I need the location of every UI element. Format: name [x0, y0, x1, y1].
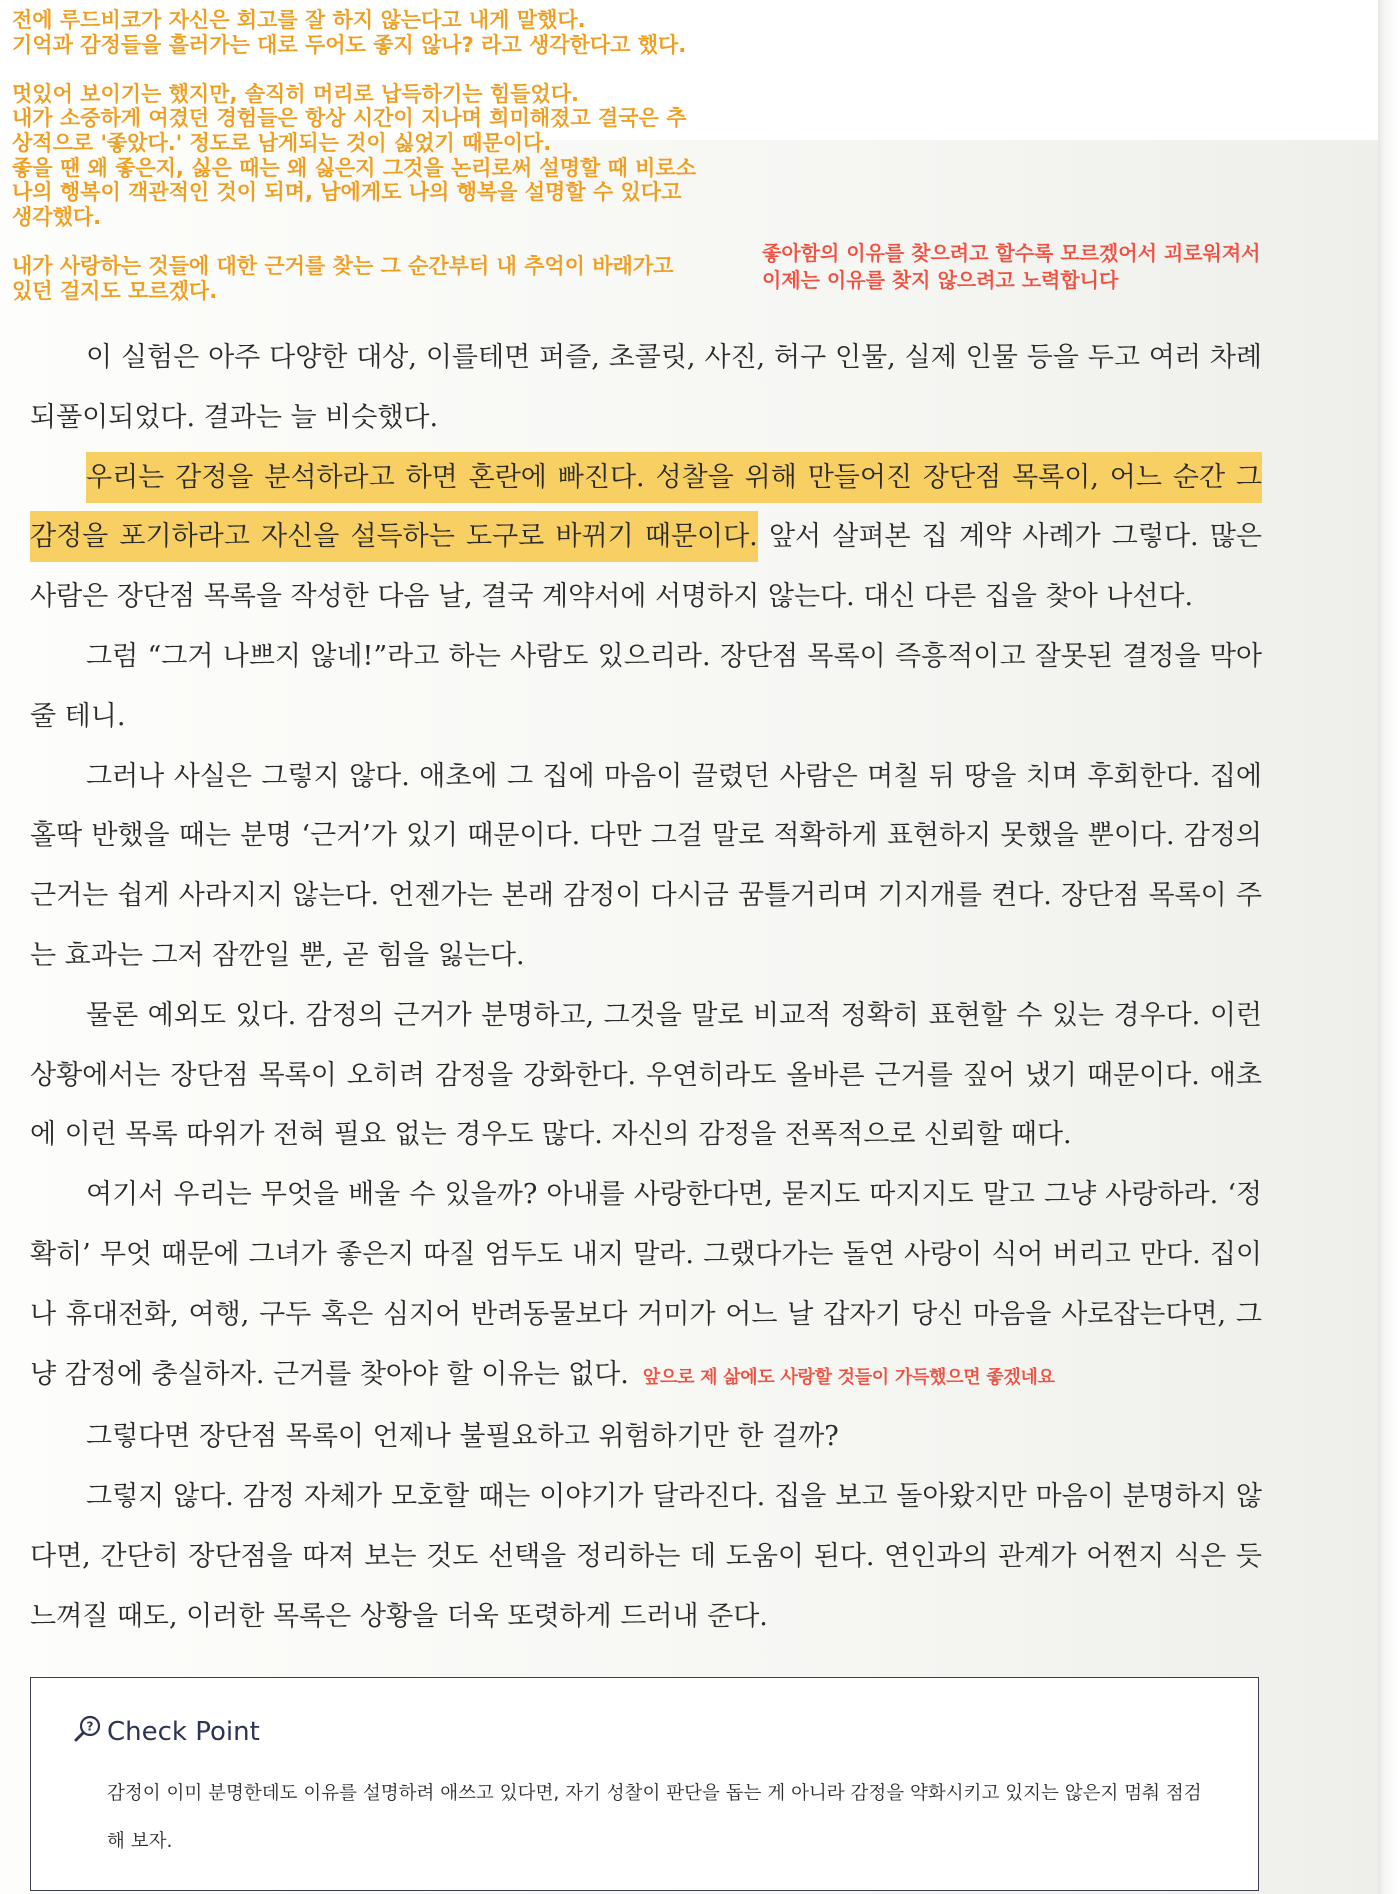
paragraph-text: 여기서 우리는 무엇을 배울 수 있을까? 아내를 사랑한다면, 묻지도 따지지도 말고 그냥 사랑하라. ‘정확히’ 무엇 때문에 그녀가 좋은지 따질 엄두도 내지 말라. 그랬다가는 돌연 사랑이 식어 버리고 만다. 집이나 휴대전화, 여행, 구두 혹은 심지어 반려동물보다 거미가 어느 날 갑자기 당신 마음을 사로잡는다면, 그냥 감정에 충실하자. 근거를 찾아야 할 이유는 없다. [30, 1179, 1262, 1390]
annotation-line: 기억과 감정들을 흘러가는 대로 두어도 좋지 않나? 라고 생각한다고 했다. [12, 32, 687, 57]
check-point-title-text: Check Point [107, 1717, 260, 1747]
annotation-line: 내가 사랑하는 것들에 대한 근거를 찾는 그 순간부터 내 추억이 바래가고 [12, 253, 674, 278]
paragraph: 그렇다면 장단점 목록이 언제나 불필요하고 위험하기만 한 걸까? [86, 1421, 839, 1453]
inline-annotation: 앞으로 제 삶에도 사랑할 것들이 가득했으면 좋겠네요 [642, 1366, 1055, 1388]
top-annotation [12, 8, 696, 303]
annotation-line [12, 57, 696, 82]
magnifier-question-icon [73, 1714, 103, 1751]
paragraph [30, 1165, 1262, 1407]
annotation-line: 좋을 땐 왜 좋은지, 싫은 때는 왜 싫은지 그것을 논리로써 설명할 때 비로소 [12, 155, 697, 180]
annotation-line: 나의 행복이 객관적인 것이 되며, 남에게도 나의 행복을 설명할 수 있다고 [12, 180, 682, 205]
check-point-text: 감정이 이미 분명한데도 이유를 설명하려 애쓰고 있다면, 자기 성찰이 판단을 돕는 게 아니라 감정을 약화시키고 있지는 않은지 멈춰 점검해 보자. [107, 1783, 1202, 1852]
annotation-line: 있던 걸지도 모르겠다. [12, 278, 218, 303]
annotation-line: 이제는 이유를 찾지 않으려고 노력합니다 [762, 268, 1119, 292]
paragraph: 물론 예외도 있다. 감정의 근거가 분명하고, 그것을 말로 비교적 정확히 표현할 수 있는 경우다. 이런 상황에서는 장단점 목록이 오히려 감정을 강화한다. 우연히라도 올바른 근거를 짚어 냈기 때문이다. 애초에 이런 목록 따위가 전혀 필요 없는 경우도 많다. 자신의 감정을 전폭적으로 신뢰할 때다. [30, 999, 1262, 1151]
check-point-box [30, 1677, 1259, 1891]
check-point-title [73, 1714, 260, 1751]
paragraph: 이 실험은 아주 다양한 대상, 이를테면 퍼즐, 초콜릿, 사진, 허구 인물, 실제 인물 등을 두고 여러 차례 되풀이되었다. 결과는 늘 비슷했다. [30, 342, 1262, 433]
annotation-line: 내가 소중하게 여겼던 경험들은 항상 시간이 지나며 희미해졌고 결국은 추 [12, 106, 687, 131]
page-edge [1378, 0, 1398, 1894]
body-text [30, 328, 1262, 1647]
paragraph: 그럼 “그거 나쁘지 않네!”라고 하는 사람도 있으리라. 장단점 목록이 즉흥적이고 잘못된 결정을 막아 줄 테니. [30, 640, 1262, 732]
annotation-line: 좋아함의 이유를 찾으려고 할수록 모르겠어서 괴로워져서 [762, 241, 1261, 265]
paragraph-text: 앞서 살펴본 집 계약 사례가 그렇다. 많은 사람은 장단점 목록을 작성한 다음 날, 결국 계약서에 서명하지 않는다. 대신 다른 집을 찾아 나선다. [30, 521, 1262, 613]
annotation-line [12, 229, 696, 254]
annotation-line: 전에 루드비코가 자신은 회고를 잘 하지 않는다고 내게 말했다. [12, 8, 586, 32]
annotation-line: 멋있어 보이기는 했지만, 솔직히 머리로 납득하기는 힘들었다. [12, 81, 579, 106]
paragraph: 그렇지 않다. 감정 자체가 모호할 때는 이야기가 달라진다. 집을 보고 돌아왔지만 마음이 분명하지 않다면, 간단히 장단점을 따져 보는 것도 선택을 정리하는 데 도움이 된다. 연인과의 관계가 어쩐지 식은 듯 느껴질 때도, 이러한 목록은 상황을 더욱 또렷하게 드러내 준다. [30, 1481, 1262, 1632]
highlighted-sentence: 우리는 감정을 분석하라고 하면 혼란에 빠진다. 성찰을 위해 만들어진 장단점 목록이, 어느 순간 그 감정을 포기하라고 자신을 설득하는 도구로 바뀌기 때문이다. [30, 452, 1262, 563]
paragraph [30, 448, 1262, 627]
side-annotation [762, 240, 1261, 294]
annotation-line: 생각했다. [12, 204, 102, 229]
paragraph: 그러나 사실은 그렇지 않다. 애초에 그 집에 마음이 끌렸던 사람은 며칠 뒤 땅을 치며 후회한다. 집에 홀딱 반했을 때는 분명 ‘근거’가 있기 때문이다. 다만 그걸 말로 적확하게 표현하지 못했을 뿐이다. 감정의 근거는 쉽게 사라지지 않는다. 언젠가는 본래 감정이 다시금 꿈틀거리며 기지개를 켠다. 장단점 목록이 주는 효과는 그저 잠깐일 뿐, 곧 힘을 잃는다. [30, 760, 1262, 971]
annotation-line: 상적으로 '좋았다.' 정도로 남게되는 것이 싫었기 때문이다. [12, 130, 552, 155]
svg-text:?: ? [86, 1719, 94, 1734]
